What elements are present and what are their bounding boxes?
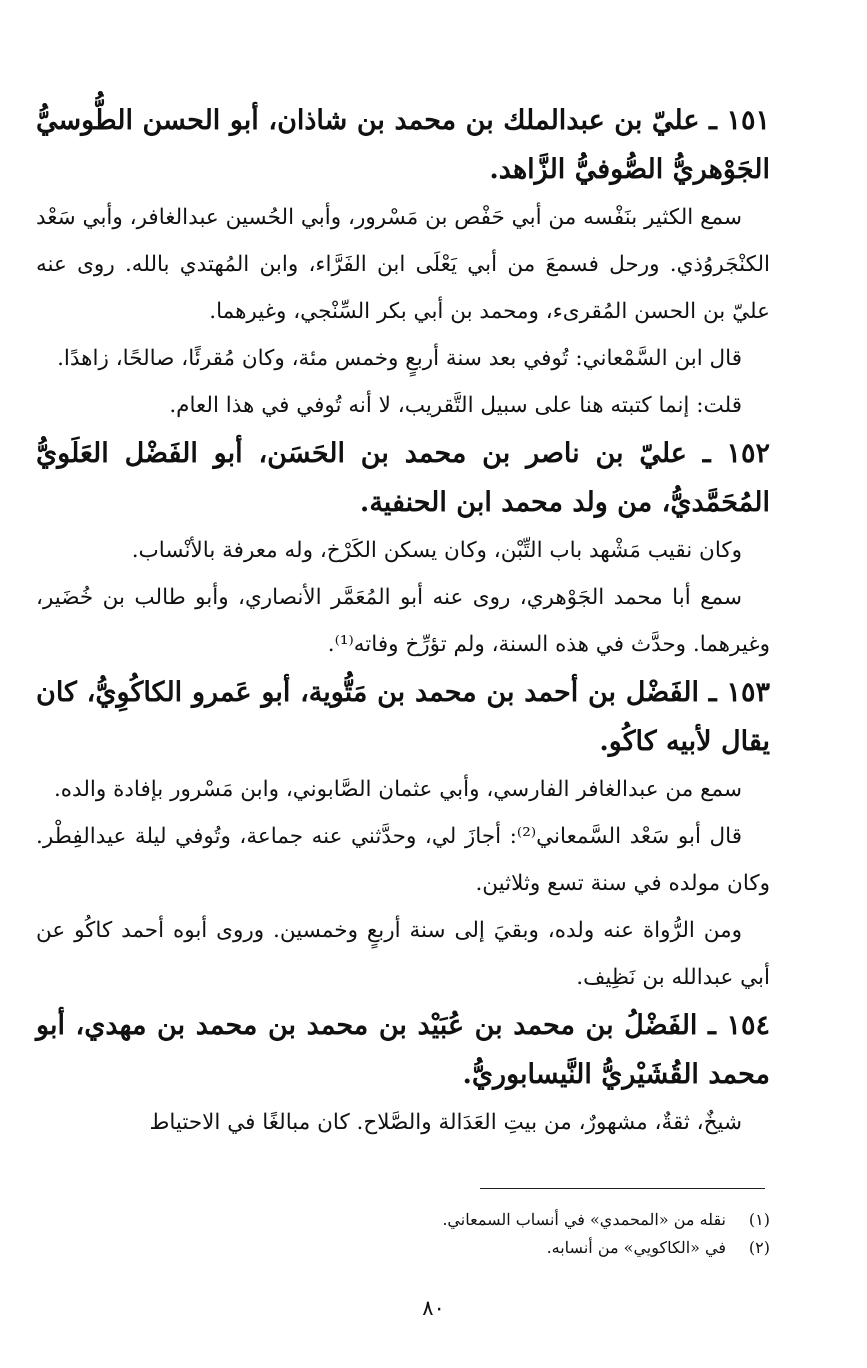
footnote-2-text: في «الكاكويي» من أنسابه. (546, 1238, 726, 1257)
entry-153-paragraph-1: سمع من عبدالغافر الفارسي، وأبي عثمان الصَّابوني، وابن مَسْرور بإفادة والده. (53, 777, 742, 802)
footnote-2 (36, 1234, 770, 1262)
page-body (36, 96, 770, 1146)
entry-154-paragraph-1: شيخٌ، ثقةٌ، مشهورٌ، من بيتِ العَدَالة والصَّلاح. كان مبالغًا في الاحتياط (149, 1110, 742, 1135)
footnote-1-number: (١) (748, 1210, 770, 1229)
entry-153-paragraph-2: قال أبو سَعْد السَّمعاني⁽²⁾: أجازَ لي، وحدَّثني عنه جماعة، وتُوفي ليلة عيدالفِطْر. وكان مولده في سنة تسع وثلاثين. (36, 824, 770, 896)
footnote-2-number: (٢) (748, 1238, 770, 1257)
entry-152-paragraph-1: وكان نقيب مَشْهد باب التِّبْن، وكان يسكن الكَرْخ، وله معرفة بالأنْساب. (131, 538, 742, 563)
entry-152-title: ١٥٢ ـ عليّ بن ناصر بن محمد بن الحَسَن، أبو الفَضْل العَلَويُّ المُحَمَّديُّ، من ولد محمد ابن الحنفية. (36, 438, 770, 518)
entry-152-paragraph-2: سمع أبا محمد الجَوْهري، روى عنه أبو المُعَمَّر الأنصاري، وأبو طالب بن خُضَير، وغيرهما. وحدَّث في هذه السنة، ولم تؤرِّخ وفاته⁽¹⁾. (36, 585, 770, 657)
footnote-divider (480, 1188, 765, 1189)
entry-151-paragraph-1: سمع الكثير بنَفْسه من أبي حَفْص بن مَسْرور، وأبي الحُسين عبدالغافر، وأبي سَعْد الكنْجَروُذي. ورحل فسمعَ من أبي يَعْلَى ابن الفَرَّاء، وابن المُهتدي بالله. روى عنه عليّ بن الحسن المُقرىء، ومحمد بن أبي بكر السِّنْجي، وغيرهما. (36, 205, 770, 324)
entry-151-title: ١٥١ ـ عليّ بن عبدالملك بن محمد بن شاذان، أبو الحسن الطُّوسيُّ الجَوْهريُّ الصُّوفيُّ الزَّاهد. (36, 105, 770, 185)
footnote-1 (36, 1206, 770, 1234)
page-number: ٨٠ (422, 1296, 445, 1320)
entry-153-title: ١٥٣ ـ الفَضْل بن أحمد بن محمد بن مَتُّوية، أبو عَمرو الكاكُوِيُّ، كان يقال لأبيه كاكُو. (36, 677, 770, 757)
entry-151-paragraph-2: قال ابن السَّمْعاني: تُوفي بعد سنة أربعٍ وخمس مئة، وكان مُقرئًا، صالحًا، زاهدًا. (57, 346, 742, 371)
footnotes (36, 1206, 770, 1262)
entry-154-title: ١٥٤ ـ الفَضْلُ بن محمد بن عُبَيْد بن محمد بن محمد بن مهدي، أبو محمد القُشَيْريُّ النَّيسابوريُّ. (36, 1010, 770, 1090)
entry-153-paragraph-3: ومن الرُّواة عنه ولده، وبقيَ إلى سنة أربعٍ وخمسين. وروى أبوه أحمد كاكُو عن أبي عبدالله بن نَظِيف. (36, 918, 770, 990)
entry-151-paragraph-3: قلت: إنما كتبته هنا على سبيل التَّقريب، لا أنه تُوفي في هذا العام. (169, 393, 742, 418)
footnote-1-text: نقله من «المحمدي» في أنساب السمعاني. (442, 1210, 726, 1229)
